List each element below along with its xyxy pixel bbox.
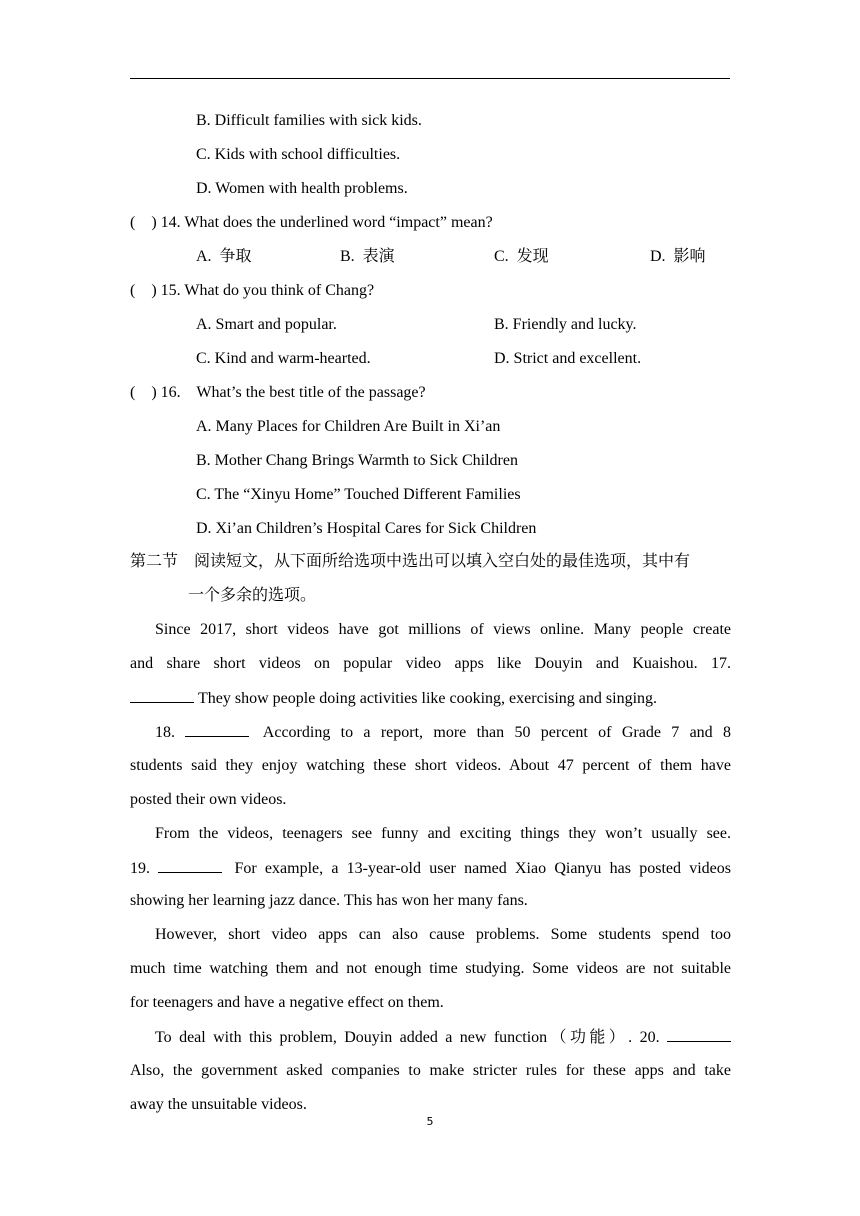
answer-blank-18[interactable] <box>185 722 249 737</box>
passage-text: According to a report, more than 50 percent of Grade 7 and 8 <box>262 724 732 741</box>
passage-line-blank-20 <box>155 1027 731 1048</box>
q15-stem: ( ) 15. What do you think of Chang? <box>130 282 375 299</box>
passage-line-blank-18 <box>155 722 731 743</box>
q14-option-b: B. 表演 <box>340 248 395 265</box>
header-rule <box>130 78 730 79</box>
q15-option-d: D. Strict and excellent. <box>494 350 642 367</box>
q15-option-b: B. Friendly and lucky. <box>494 316 637 333</box>
passage-line: Also, the government asked companies to make stricter rules for these apps and take <box>130 1062 731 1079</box>
page-number: 5 <box>426 1115 434 1128</box>
q16-stem: ( ) 16. What’s the best title of the passage? <box>130 384 426 401</box>
passage-line: posted their own videos. <box>130 791 287 808</box>
passage-line: From the videos, teenagers see funny and exciting things they won’t usually see. <box>155 825 731 842</box>
passage-line: much time watching them and not enough time studying. Some videos are not suitable <box>130 960 731 977</box>
q16-option-b: B. Mother Chang Brings Warmth to Sick Children <box>196 452 518 469</box>
q15-option-c: C. Kind and warm-hearted. <box>196 350 371 367</box>
passage-text: They show people doing activities like cooking, exercising and singing. <box>198 690 658 707</box>
passage-line: students said they enjoy watching these short videos. About 47 percent of them have <box>130 757 731 774</box>
section2-instruction-cont: 一个多余的选项。 <box>188 587 317 604</box>
q14-option-c: C. 发现 <box>494 248 549 265</box>
answer-blank-19[interactable] <box>158 858 222 873</box>
passage-line: showing her learning jazz dance. This has won her many fans. <box>130 892 528 909</box>
passage-line: Since 2017, short videos have got millions of views online. Many people create <box>155 621 731 638</box>
answer-blank-20[interactable] <box>667 1027 731 1042</box>
q16-option-a: A. Many Places for Children Are Built in Xi’an <box>196 418 501 435</box>
answer-blank-17[interactable] <box>130 688 194 703</box>
passage-line: away the unsuitable videos. <box>130 1096 307 1113</box>
passage-text: To deal with this problem, Douyin added a new function（功能）. 20. <box>155 1029 660 1046</box>
q15-option-a: A. Smart and popular. <box>196 316 337 333</box>
passage-text: For example, a 13-year-old user named Xiao Qianyu has posted videos <box>234 860 732 877</box>
q14-stem: ( ) 14. What does the underlined word “impact” mean? <box>130 214 493 231</box>
q14-option-a: A. 争取 <box>196 248 252 265</box>
q13-option-d: D. Women with health problems. <box>196 180 408 197</box>
passage-line: and share short videos on popular video apps like Douyin and Kuaishou. 17. <box>130 655 731 672</box>
blank-number-18: 18. <box>155 724 175 741</box>
passage-line: for teenagers and have a negative effect on them. <box>130 994 444 1011</box>
section2-instruction: 第二节 阅读短文，从下面所给选项中选出可以填入空白处的最佳选项，其中有 <box>130 553 691 570</box>
q14-option-d: D. 影响 <box>650 248 706 265</box>
q16-option-d: D. Xi’an Children’s Hospital Cares for Sick Children <box>196 520 537 537</box>
q16-option-c: C. The “Xinyu Home” Touched Different Families <box>196 486 521 503</box>
passage-line-blank-19 <box>130 858 731 879</box>
passage-line: However, short video apps can also cause problems. Some students spend too <box>155 926 731 943</box>
q13-option-b: B. Difficult families with sick kids. <box>196 112 422 129</box>
blank-number-19: 19. <box>130 860 150 877</box>
q13-option-c: C. Kids with school difficulties. <box>196 146 401 163</box>
passage-line-blank-17 <box>130 688 657 709</box>
